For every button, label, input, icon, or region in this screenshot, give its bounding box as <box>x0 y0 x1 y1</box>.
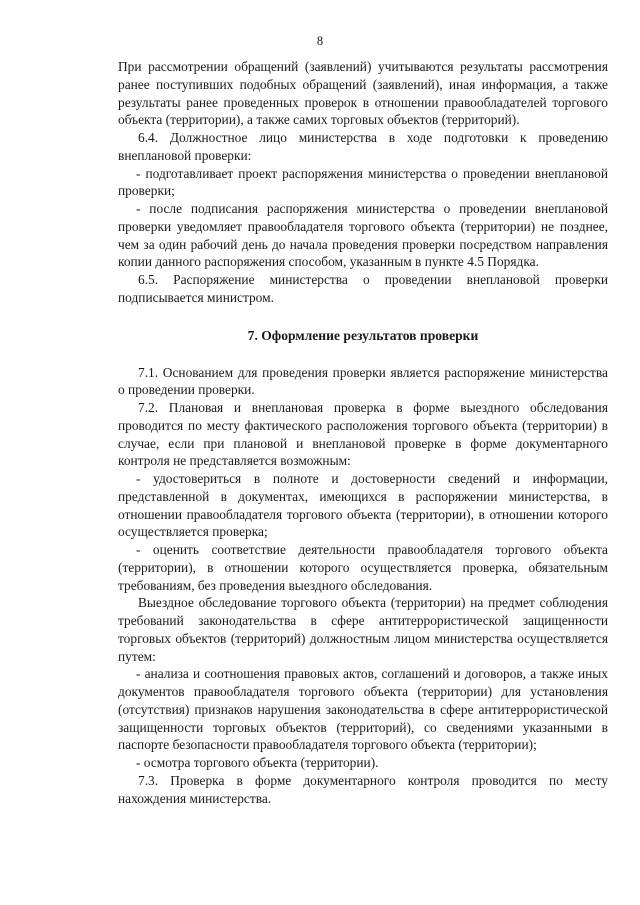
paragraph: - удостовериться в полноте и достоверности сведений и информации, представленной в документах, имеющихся в распоряжении министерства, в отношении правообладателя торгового объекта (территории), в отношении которого осуществляется проверка; <box>118 471 608 540</box>
paragraph: 6.4. Должностное лицо министерства в ходе подготовки к проведению внеплановой проверки: <box>118 130 608 163</box>
paragraph: - анализа и соотношения правовых актов, соглашений и договоров, а также иных документов правообладателя торгового объекта (территории) для установления (отсутствия) признаков нарушения законодательства в сфере антитеррористической защищенности торговых объектов (территорий), со сведениями указанными в паспорте безопасности правообладателя торгового объекта (территории); <box>118 666 608 753</box>
paragraph: Выездное обследование торгового объекта (территории) на предмет соблюдения требований законодательства в сфере антитеррористической защищенности торговых объектов (территорий) должностным лицом министерства осуществляется путем: <box>118 595 608 664</box>
paragraph: - подготавливает проект распоряжения министерства о проведении внеплановой проверки; <box>118 165 608 199</box>
paragraph: - осмотра торгового объекта (территории). <box>136 755 379 770</box>
paragraph: 7.2. Плановая и внеплановая проверка в форме выездного обследования проводится по месту фактического расположения торгового объекта (территории) в случае, если при плановой и внеплановой проверке в форме документарного контроля не представляется возможным: <box>118 400 608 469</box>
paragraph: - оценить соответствие деятельности правообладателя торгового объекта (территории), в отношении которого осуществляется проверка, обязательным требованиям, без проведения выездного обследования. <box>118 542 608 593</box>
section-heading: 7. Оформление результатов проверки <box>247 327 479 343</box>
paragraph-group-section-6 <box>118 58 608 307</box>
paragraph-group-section-7 <box>118 364 608 808</box>
page-number: 8 <box>316 34 324 48</box>
paragraph: 7.1. Основанием для проведения проверки является распоряжение министерства о проведении проверки. <box>118 364 608 398</box>
paragraph: 6.5. Распоряжение министерства о проведении внеплановой проверки подписывается министром. <box>118 272 608 305</box>
document-body <box>118 58 608 807</box>
paragraph: - после подписания распоряжения министерства о проведении внеплановой проверки уведомляет правообладателя торгового объекта (территории) не позднее, чем за один рабочий день до начала проведения проверки посредством направления копии данного распоряжения способом, указанным в пункте 4.5 Порядка. <box>118 201 608 270</box>
paragraph: 7.3. Проверка в форме документарного контроля проводится по месту нахождения министерства. <box>118 772 608 806</box>
paragraph: При рассмотрении обращений (заявлений) учитываются результаты рассмотрения ранее поступивших подобных обращений (заявлений), иная информация, а также результаты ранее проведенных проверок в отношении правообладателей торгового объекта (территории), а также самих торговых объектов (территорий). <box>118 59 608 128</box>
